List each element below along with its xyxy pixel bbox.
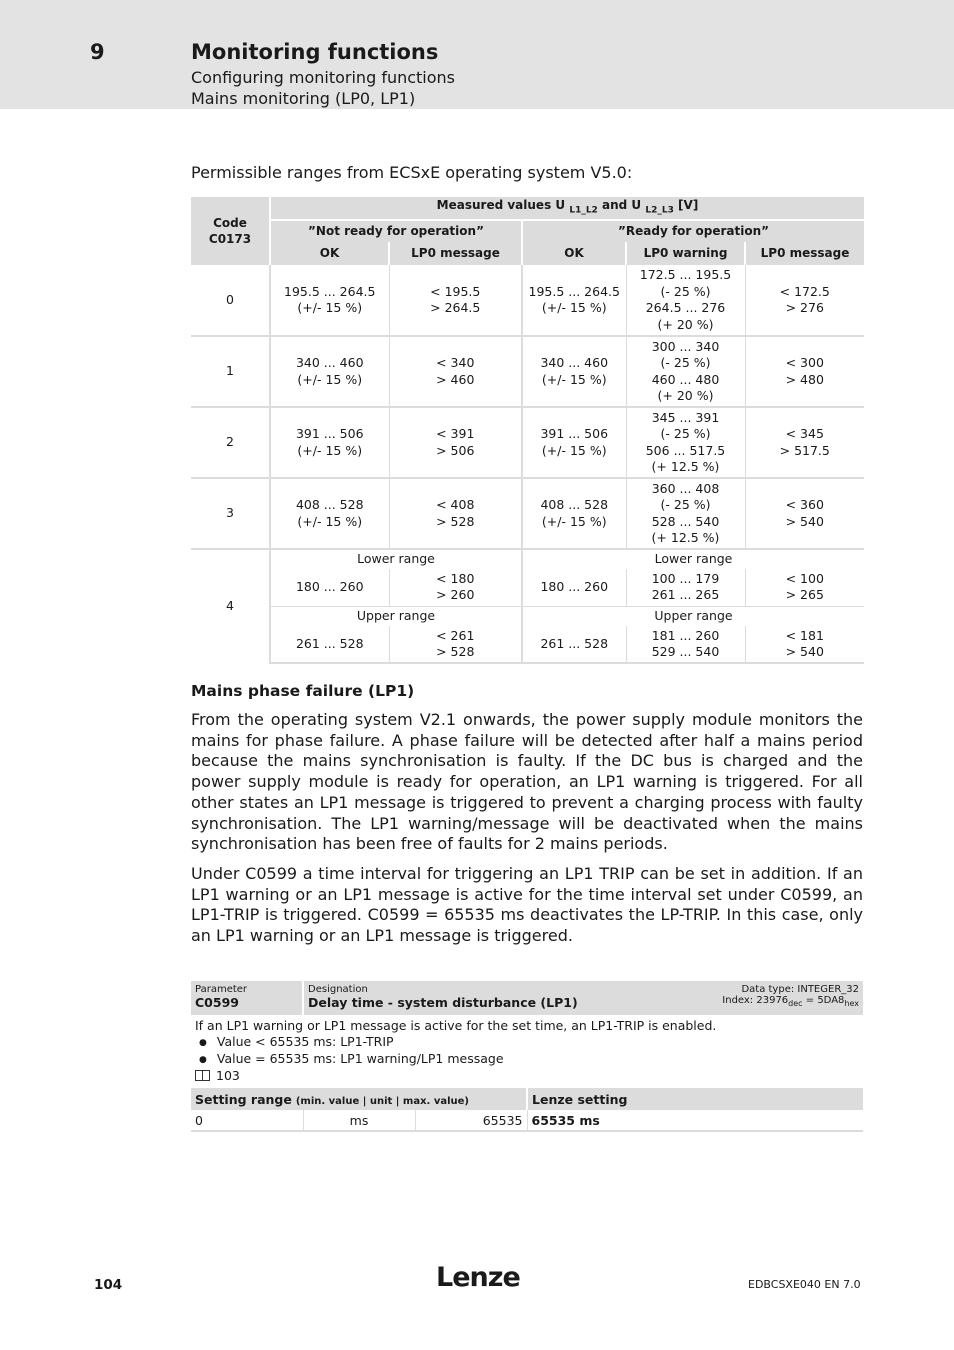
book-icon	[195, 1070, 210, 1081]
page-reference: 103	[195, 1068, 859, 1084]
intro-text: Permissible ranges from ECSxE operating system V5.0:	[191, 163, 633, 182]
table-row: 3 408 ... 528 (+/- 15 %) < 408 > 528 408 ... 528 (+/- 15 %) 360 ... 408 (- 25 %) 528 ... 540 (+ 12.5 %) < 360 > 540	[191, 478, 864, 549]
paragraph: From the operating system V2.1 onwards, the power supply module monitors the mains for phase failure. A phase failure will be detected after half a mains period because the mains synchronisation is faulty. If the DC bus is charged and the power supply module is ready for operation, an LP1 warning is triggered. For all other states an LP1 message is triggered to prevent a charging process with faulty synchronisation. The LP1 warning/message will be deactivated when the mains synchronisation has been free of faults for 2 mains periods.	[191, 710, 863, 854]
setting-range-header: Setting range (min. value | unit | max. value)	[191, 1088, 527, 1110]
col-ok-ready: OK	[522, 242, 626, 265]
designation-cell: Designation Delay time - system disturbance (LP1) Data type: INTEGER_32 Index: $23976_{dec} = 5DA8_{hex}$	[308, 984, 859, 1010]
section-heading: Mains phase failure (LP1)	[191, 682, 415, 700]
paragraph: Under C0599 a time interval for triggering an LP1 TRIP can be set in addition. If an LP1 warning or an LP1 message is active for the time interval set under C0599, an LP1-TRIP is triggered. C0599 = 65535 ms deactivates the LP-TRIP. In this case, only an LP1 warning or an LP1 message is triggered.	[191, 864, 863, 946]
col-lp0-warning: LP0 warning	[626, 242, 745, 265]
description-text: If an LP1 warning or LP1 message is active for the set time, an LP1-TRIP is enabled.	[195, 1018, 717, 1033]
index-value: Index: $23976_{dec} = 5DA8_{hex}$	[722, 995, 859, 1008]
lenze-setting-value: 65535 ms	[531, 1112, 600, 1128]
list-item: ● Value < 65535 ms: LP1-TRIP	[195, 1034, 859, 1051]
header-band	[0, 0, 954, 109]
code-header: Code C0173	[208, 215, 252, 246]
not-ready-header: ”Not ready for operation”	[270, 220, 522, 242]
lower-range-label: Lower range	[270, 549, 522, 569]
table-row: 261 ... 528 < 261 > 528 261 ... 528 181 ... 260 529 ... 540 < 181 > 540	[191, 626, 864, 663]
ready-header: ”Ready for operation”	[522, 220, 864, 242]
page-number: 104	[94, 1277, 123, 1293]
measured-values-table	[191, 197, 864, 664]
table-row: 0 195.5 ... 264.5 (+/- 15 %) < 195.5 > 264.5 195.5 ... 264.5 (+/- 15 %) 172.5 ... 195.5 (- 25 %) 264.5 ... 276 (+ 20 %) < 172.5 > 276	[191, 265, 864, 336]
parameter-cell: Parameter C0599	[191, 981, 303, 1015]
col-lp0-message-ready: LP0 message	[745, 242, 864, 265]
table-row: 1 340 ... 460 (+/- 15 %) < 340 > 460 340 ... 460 (+/- 15 %) 300 ... 340 (- 25 %) 460 ... 480 (+ 20 %) < 300 > 480	[191, 336, 864, 407]
lower-range-label: Lower range	[522, 549, 864, 569]
table-row: 180 ... 260 < 180 > 260 180 ... 260 100 ... 179 261 ... 265 < 100 > 265	[191, 569, 864, 606]
lenze-setting-header: Lenze setting	[532, 1091, 628, 1107]
lenze-logo: Lenze	[436, 1262, 520, 1293]
upper-range-label: Upper range	[522, 606, 864, 626]
upper-range-label: Upper range	[270, 606, 522, 626]
min-value: 0	[191, 1110, 303, 1131]
description-cell	[191, 1015, 863, 1088]
document-id: EDBCSXE040 EN 7.0	[748, 1278, 861, 1291]
table-row	[191, 606, 864, 626]
measured-values-header: Measured values U $_{L1\_L2}$ and U $_{L2\_L3}$ [V]	[270, 197, 864, 220]
parameter-table	[191, 981, 863, 1132]
table-row: 4 Lower range Lower range	[191, 549, 864, 569]
unit-value: ms	[303, 1110, 415, 1131]
chapter-title: Monitoring functions	[191, 40, 439, 64]
section-subtitle: Configuring monitoring functions	[191, 68, 456, 87]
col-lp0-message-not-ready: LP0 message	[389, 242, 522, 265]
max-value: 65535	[415, 1110, 527, 1131]
chapter-number: 9	[90, 40, 105, 64]
table-row: 2 391 ... 506 (+/- 15 %) < 391 > 506 391 ... 506 (+/- 15 %) 345 ... 391 (- 25 %) 506 ... 517.5 (+ 12.5 %) < 345 > 517.5	[191, 407, 864, 478]
list-item: ● Value = 65535 ms: LP1 warning/LP1 message	[195, 1051, 859, 1068]
data-type: Data type: INTEGER_32	[741, 984, 859, 995]
col-ok-not-ready: OK	[270, 242, 389, 265]
subsection-subtitle: Mains monitoring (LP0, LP1)	[191, 89, 416, 108]
